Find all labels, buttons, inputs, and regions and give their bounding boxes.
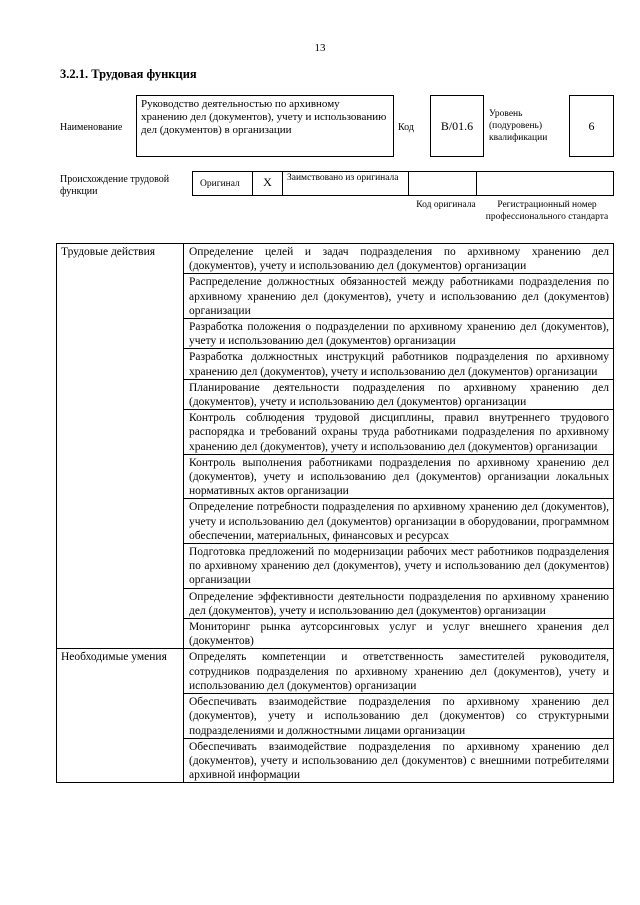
table-row [57,244,614,274]
original-mark: X [253,172,283,195]
group-label: Трудовые действия [57,244,184,649]
original-label: Оригинал [193,172,253,195]
section-title: 3.2.1. Трудовая функция [60,67,197,81]
table-item: Распределение должностных обязанностей между работниками подразделения по архивному хранению дел (документов), учету и использованию дел (документов) организации [184,274,614,319]
borrowed-label: Заимствовано из оригинала [283,172,409,195]
table-item: Обеспечивать взаимодействие подразделения по архивному хранению дел (документов), учету и использованию дел (документов) с внешними потребителями архивной информации [184,738,614,783]
group-label: Необходимые умения [57,649,184,783]
table-item: Подготовка предложений по модернизации рабочих мест работников подразделения по архивному хранению дел (документов), учету и использованию дел (документов) организации [184,544,614,589]
labor-function-table [56,243,614,783]
table-item: Планирование деятельности подразделения по архивному хранению дел (документов), учету и использованию дел (документов) организации [184,379,614,409]
table-item: Мониторинг рынка аутсорсинговых услуг и услуг внешнего хранения дел (документов) [184,619,614,649]
table-item: Определение целей и задач подразделения по архивному хранению дел (документов), учету и использованию дел (документов) организации [184,244,614,274]
origin-code-cell [409,172,477,195]
table-item: Контроль выполнения работниками подразделения по архивному хранению дел (документов), учету и использованию дел (документов) организации локальных нормативных актов организации [184,454,614,499]
code-value: B/01.6 [430,95,484,157]
origin-label: Происхождение трудовой функции [60,174,170,197]
origin-code-label: Код оригинала [416,200,476,210]
table-item: Контроль соблюдения трудовой дисциплины, правил внутреннего трудового распорядка и требований охраны труда работниками подразделения по архивному хранению дел (документов), учету и использованию дел (документов) организации [184,410,614,455]
qualification-level-value: 6 [569,95,614,157]
name-value: Руководство деятельностью по архивному хранению дел (документов), учету и использованию дел (документов) в организации [136,95,394,157]
qualification-level-label: Уровень (подуровень) квалификации [489,109,548,143]
origin-row [192,171,614,196]
reg-number-cell [477,172,613,195]
reg-number-label: Регистрационный номер профессионального стандарта [485,200,609,222]
page-number: 13 [314,42,326,54]
table-row [57,649,614,694]
table-item: Определение эффективности деятельности подразделения по архивному хранению дел (документов), учету и использованию дел (документов) организации [184,588,614,618]
table-item: Разработка положения о подразделении по архивному хранению дел (документов), учету и использованию дел (документов) организации [184,319,614,349]
table-item: Обеспечивать взаимодействие подразделения по архивному хранению дел (документов), учету и использованию дел (документов) со структурными подразделениями и должностными лицами организации [184,694,614,739]
table-item: Определять компетенции и ответственность заместителей руководителя, сотрудников подразделения по архивному хранению дел (документов), учету и использованию дел (документов) организации [184,649,614,694]
table-item: Определение потребности подразделения по архивному хранению дел (документов), учету и использованию дел (документов) организации в оборудовании, программном обеспечении, материальных, финансовых и ресурсах [184,499,614,544]
name-label: Наименование [60,122,123,133]
code-label: Код [398,122,414,133]
table-item: Разработка должностных инструкций работников подразделения по архивному хранению дел (документов), учету и использованию дел (документов) организации [184,349,614,379]
